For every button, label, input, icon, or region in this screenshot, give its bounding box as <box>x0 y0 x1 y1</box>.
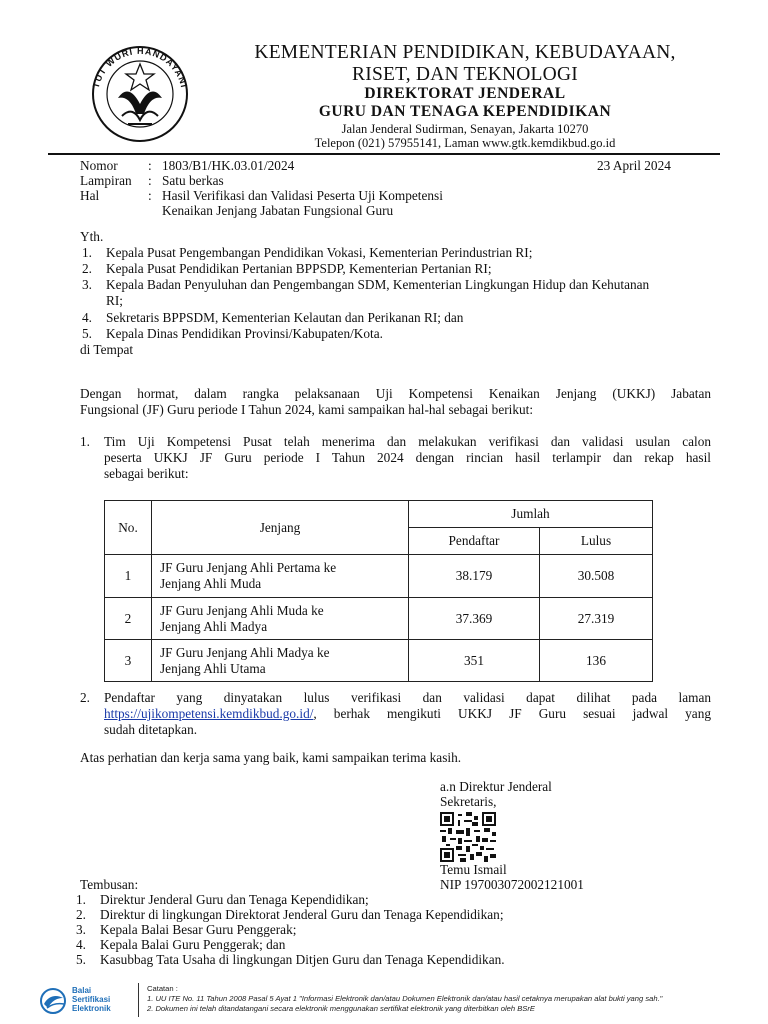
header-jenjang: Jenjang <box>152 501 409 555</box>
addressee-num: 3. <box>82 277 92 292</box>
row-jenjang-line1: JF Guru Jenjang Ahli Pertama ke <box>160 560 337 575</box>
point1-line2: peserta UKKJ JF Guru periode I Tahun 2024 dengan rincian hasil terlampir dan rekap hasil <box>104 450 711 465</box>
svg-text:TUT WURI HANDAYANI <box>91 46 189 89</box>
header-jumlah: Jumlah <box>409 501 653 528</box>
directorate-line1: DIREKTORAT JENDERAL <box>364 85 566 102</box>
catatan-note2: 2. Dokumen ini telah ditandatangani secara elektronik menggunakan sertifikat elektronik yang diterbitkan oleh BSrE <box>147 1004 535 1013</box>
header-no: No. <box>105 501 152 555</box>
row-jenjang <box>152 555 409 598</box>
catatan-title: Catatan : <box>147 984 178 993</box>
results-table <box>104 500 653 682</box>
bse-name-line1: Balai <box>72 986 92 995</box>
addressee-num: 2. <box>82 261 92 276</box>
row-no: 3 <box>105 640 152 682</box>
addressee-item: Kepala Badan Penyuluhan dan Pengembangan SDM, Kementerian Lingkungan Hidup dan Kehutanan <box>106 277 650 292</box>
row-no: 2 <box>105 598 152 640</box>
row-jenjang-line1: JF Guru Jenjang Ahli Muda ke <box>160 602 324 618</box>
nomor-label: Nomor <box>80 158 118 173</box>
bse-name-line2: Sertifikasi <box>72 995 111 1004</box>
point2-line3: sudah ditetapkan. <box>104 722 198 737</box>
row-jenjang-line2: Jenjang Ahli Muda <box>160 576 262 591</box>
tembusan-num: 4. <box>76 937 86 952</box>
table-header-row <box>105 501 653 528</box>
greeting: Yth. <box>80 229 104 244</box>
lampiran-label: Lampiran <box>80 173 132 188</box>
table-row <box>105 640 653 682</box>
row-jenjang-line2: Jenjang Ahli Utama <box>160 660 266 676</box>
row-lulus: 136 <box>540 640 653 682</box>
hal-colon: : <box>148 188 152 203</box>
lampiran-colon: : <box>148 173 152 188</box>
row-jenjang-line1: JF Guru Jenjang Ahli Madya ke <box>160 644 330 660</box>
letterhead-address: Jalan Jenderal Sudirman, Senayan, Jakarta 10270 <box>341 122 589 136</box>
point2-line2-rest: , berhak mengikuti UKKJ JF Guru sesuai jadwal yang <box>313 706 711 721</box>
tembusan-item: Kepala Balai Besar Guru Penggerak; <box>100 922 297 937</box>
row-no: 1 <box>105 555 152 598</box>
point2-number: 2. <box>80 690 90 705</box>
addressee-item-continued: RI; <box>106 293 123 308</box>
tembusan-num: 2. <box>76 907 86 922</box>
table-row <box>105 598 653 640</box>
hal-label: Hal <box>80 188 100 203</box>
row-jenjang-line2: Jenjang Ahli Madya <box>160 618 268 634</box>
directorate-line2: GURU DAN TENAGA KEPENDIDIKAN <box>318 103 612 120</box>
bse-logo <box>38 986 130 1016</box>
addressee-item: Sekretaris BPPSDM, Kementerian Kelautan dan Perikanan RI; dan <box>106 310 464 325</box>
logo-motto: TUT WURI HANDAYANI <box>90 45 190 90</box>
bse-emblem-icon <box>38 988 68 1014</box>
addressee-item: Kepala Dinas Pendidikan Provinsi/Kabupaten/Kota. <box>106 326 383 341</box>
row-pendaftar: 37.369 <box>409 598 540 640</box>
point2-line1: Pendaftar yang dinyatakan lulus verifikasi dan validasi dapat dilihat pada laman <box>104 690 711 705</box>
tembusan-num: 1. <box>76 892 86 907</box>
nomor-colon: : <box>148 158 152 173</box>
signature-qr-code <box>440 812 496 862</box>
nomor-value: 1803/B1/HK.03.01/2024 <box>162 158 295 173</box>
letter-date: 23 April 2024 <box>597 158 671 173</box>
tembusan-num: 3. <box>76 922 86 937</box>
hal-value-line1: Hasil Verifikasi dan Validasi Peserta Uji Kompetensi <box>162 188 443 203</box>
footer-divider <box>138 983 139 1017</box>
addressee-item: Kepala Pusat Pengembangan Pendidikan Vokasi, Kementerian Perindustrian RI; <box>106 245 533 260</box>
hal-value-line2: Kenaikan Jenjang Jabatan Fungsional Guru <box>162 203 394 218</box>
row-lulus: 27.319 <box>540 598 653 640</box>
tembusan-title: Tembusan: <box>80 877 139 892</box>
signature-line2: Sekretaris, <box>440 794 497 809</box>
tembusan-item: Kepala Balai Guru Penggerak; dan <box>100 937 286 952</box>
tut-wuri-handayani-logo <box>78 44 202 144</box>
place-line: di Tempat <box>80 342 134 357</box>
addressee-num: 4. <box>82 310 92 325</box>
opening-line1: Dengan hormat, dalam rangka pelaksanaan Uji Kompetensi Kenaikan Jenjang (UKKJ) Jabatan <box>80 386 711 401</box>
closing-line: Atas perhatian dan kerja sama yang baik, kami sampaikan terima kasih. <box>80 750 462 765</box>
tembusan-item: Kasubbag Tata Usaha di lingkungan Ditjen Guru dan Tenaga Kependidikan. <box>100 952 505 967</box>
lampiran-value: Satu berkas <box>162 173 224 188</box>
tembusan-item: Direktur di lingkungan Direktorat Jenderal Guru dan Tenaga Kependidikan; <box>100 907 504 922</box>
catatan-note1: 1. UU ITE No. 11 Tahun 2008 Pasal 5 Ayat 1 "Informasi Elektronik dan/atau Dokumen Elektronik dan/atau hasil cetaknya merupakan alat bukti yang sah." <box>147 994 663 1003</box>
opening-line2: Fungsional (JF) Guru periode I Tahun 2024, kami sampaikan hal-hal sebagai berikut: <box>80 402 534 417</box>
row-jenjang <box>152 640 409 682</box>
ministry-name-line1: KEMENTERIAN PENDIDIKAN, KEBUDAYAAN, <box>254 42 676 63</box>
header-lulus: Lulus <box>540 528 653 555</box>
signatory-nip: NIP 197003072002121001 <box>440 877 584 892</box>
addressee-num: 1. <box>82 245 92 260</box>
addressee-item: Kepala Pusat Pendidikan Pertanian BPPSDP, Kementerian Pertanian RI; <box>106 261 492 276</box>
point1-line1: Tim Uji Kompetensi Pusat telah menerima dan melakukan verifikasi dan validasi usulan calon <box>104 434 711 449</box>
signature-line1: a.n Direktur Jenderal <box>440 779 552 794</box>
tembusan-item: Direktur Jenderal Guru dan Tenaga Kependidikan; <box>100 892 369 907</box>
letterhead-divider <box>48 153 720 155</box>
ministry-name-line2: RISET, DAN TEKNOLOGI <box>352 64 578 85</box>
row-lulus: 30.508 <box>540 555 653 598</box>
row-jenjang <box>152 598 409 640</box>
row-pendaftar: 38.179 <box>409 555 540 598</box>
bse-name-line3: Elektronik <box>72 1004 111 1013</box>
ujikompetensi-link[interactable]: https://ujikompetensi.kemdikbud.go.id/ <box>104 706 314 721</box>
letterhead-contact: Telepon (021) 57955141, Laman www.gtk.kemdikbud.go.id <box>314 136 616 150</box>
point1-number: 1. <box>80 434 90 449</box>
signatory-name: Temu Ismail <box>440 862 507 877</box>
point1-line3: sebagai berikut: <box>104 466 189 481</box>
point2-line2 <box>104 706 711 722</box>
header-pendaftar: Pendaftar <box>409 528 540 555</box>
row-pendaftar: 351 <box>409 640 540 682</box>
table-row <box>105 555 653 598</box>
addressee-num: 5. <box>82 326 92 341</box>
tembusan-num: 5. <box>76 952 86 967</box>
